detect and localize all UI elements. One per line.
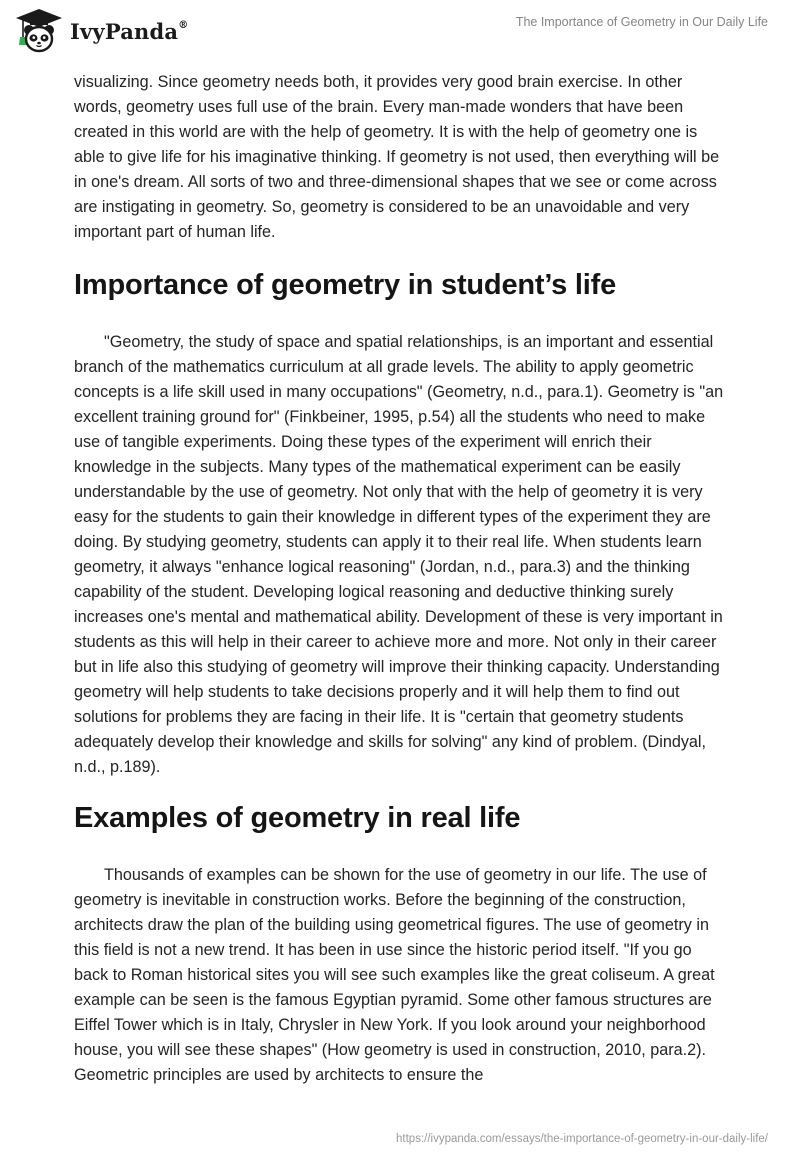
panda-graduation-cap-logo-icon bbox=[14, 7, 64, 55]
essay-content bbox=[74, 70, 728, 1088]
brand-name bbox=[70, 19, 188, 44]
section-heading-examples: Examples of geometry in real life bbox=[74, 802, 521, 834]
trademark-symbol: ® bbox=[178, 19, 189, 31]
ivypanda-logo[interactable] bbox=[14, 7, 188, 55]
page-header bbox=[0, 0, 800, 66]
section-heading-importance: Importance of geometry in student’s life bbox=[74, 269, 617, 301]
brand-text: IvyPanda bbox=[70, 18, 179, 44]
intro-paragraph: visualizing. Since geometry needs both, it provides very good brain exercise. In other words, geometry uses full use of the brain. Every man-made wonders that have been created in this world are with the help of geometry. It is with the help of geometry one is able to give life for his imaginative thinking. If geometry is not used, then everything will be in one's dream. All sorts of two and three-dimensional shapes that we see or come across are instigating in geometry. So, geometry is considered to be an unavoidable and very important part of human life. bbox=[74, 73, 720, 241]
section-paragraph-examples: Thousands of examples can be shown for the use of geometry in our life. The use of geometry is inevitable in construction works. Before the beginning of the construction, architects draw the plan of the building using geometrical figures. The use of geometry in this field is not a new trend. It has been in use since the historic period itself. "If you go back to Roman historical sites you will see such examples like the great coliseum. A great example can be seen is the famous Egyptian pyramid. Some other famous structures are Eiffel Tower which is in Italy, Chrysler in New York. If you look around your neighborhood house, you will see these shapes" (How geometry is used in construction, 2010, para.2). Geometric principles are used by architects to ensure the bbox=[74, 866, 715, 1084]
running-title: The Importance of Geometry in Our Daily Life bbox=[515, 15, 768, 29]
section-paragraph-importance: "Geometry, the study of space and spatial relationships, is an important and essential branch of the mathematics curriculum at all grade levels. The ability to apply geometric concepts is a life skill used in many occupations" (Geometry, n.d., para.1). Geometry is "an excellent training ground for" (Finkbeiner, 1995, p.54) all the students who need to make use of tangible experiments. Doing these types of the experiment will enrich their knowledge in the subjects. Many types of the mathematical experiment can be easily understandable by the use of geometry. Not only that with the help of geometry it is very easy for the students to gain their knowledge in different types of the experiment they are doing. By studying geometry, students can apply it to their real life. When students learn geometry, it always "enhance logical reasoning" (Jordan, n.d., para.3) and the thinking capability of the student. Developing logical reasoning and deductive thinking surely increases one's mental and mathematical ability. Development of these is very important in students as this will help in their career to achieve more and more. Not only in their career but in life also this studying of geometry will improve their thinking capacity. Understanding geometry will help students to take decisions properly and it will help them to find out solutions for problems they are facing in their life. It is "certain that geometry students adequately develop their knowledge and skills for solving" any kind of problem. (Dindyal, n.d., p.189). bbox=[74, 333, 724, 776]
source-url[interactable]: https://ivypanda.com/essays/the-importance-of-geometry-in-our-daily-life/ bbox=[396, 1133, 768, 1145]
